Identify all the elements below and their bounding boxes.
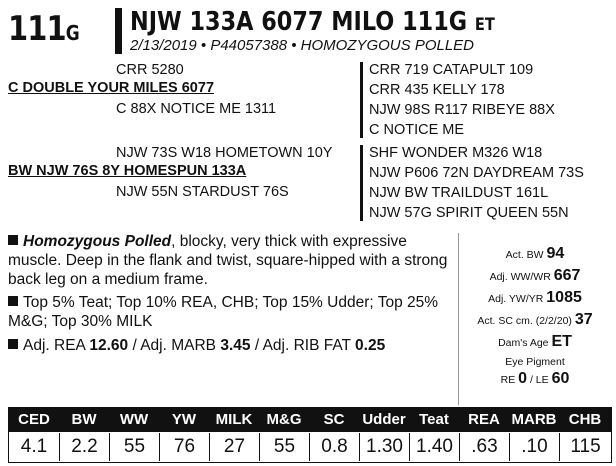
epd-value-udder: 1.30 [359,433,409,461]
epd-header-sc: SC [309,408,359,432]
pedigree-bracket-dam [360,145,363,221]
dam: BW NJW 76S 8Y HOMESPUN 133A [8,163,247,179]
epd-value-bw: 2.2 [59,433,109,461]
stat-dam-age: Dam's Age ET [498,333,572,350]
stat-birth-weight: Act. BW 94 [505,245,565,262]
epd-header-ww: WW [109,408,159,432]
epd-header-teat: Teat [409,408,459,432]
bullet-square-icon [8,339,18,349]
lot-number: 111G [8,9,80,49]
sire: C DOUBLE YOUR MILES 6077 [8,80,215,96]
epd-value-teat: 1.40 [409,433,459,461]
animal-name: NJW 133A 6077 MILO 111G ET [130,7,495,37]
epd-header-marb: MARB [509,408,559,432]
performance-stats-box [458,233,611,405]
epd-value-milk: 27 [209,433,259,461]
epd-value-mg: 55 [259,433,309,461]
stat-yearling-weight: Adj. YW/YR 1085 [488,289,582,306]
epd-header-yw: YW [159,408,209,432]
bullet-square-icon [8,235,18,245]
et-tag: ET [474,15,495,35]
stat-eye-pigment: RE 0 / LE 60 [500,370,570,387]
epd-table [8,407,612,463]
stat-scrotal-circumference: Act. SC cm. (2/2/20) 37 [477,311,593,328]
sire-sire-dam: CRR 435 KELLY 178 [369,82,505,98]
description-paragraph-3: Adj. REA 12.60 / Adj. MARB 3.45 / Adj. RIB FAT 0.25 [8,336,458,355]
dam-dam-dam: NJW 57G SPIRIT QUEEN 55N [369,205,569,221]
stat-eye-pigment-label: Eye Pigment [505,356,565,368]
epd-header-udder: Udder [359,408,409,432]
bullet-square-icon [8,296,18,306]
sire-dam-sire: NJW 98S R117 RIBEYE 88X [369,102,555,118]
sire-dam-dam: C NOTICE ME [369,122,465,138]
epd-value-rea: .63 [459,433,509,461]
pedigree-bracket-sire [360,62,363,138]
epd-header-mg: M&G [259,408,309,432]
epd-value-yw: 76 [159,433,209,461]
description-paragraph-2: Top 5% Teat; Top 10% REA, CHB; Top 15% Udder; Top 25% M&G; Top 30% MILK [8,294,439,330]
sire-sire: CRR 5280 [116,62,184,78]
title-divider [115,8,122,54]
epd-value-chb: 115 [559,433,611,461]
epd-value-marb: .10 [509,433,559,461]
sire-sire-sire: CRR 719 CATAPULT 109 [369,62,534,78]
epd-header-bw: BW [59,408,109,432]
dam-sire-sire: SHF WONDER M326 W18 [369,145,543,161]
dam-dam: NJW 55N STARDUST 76S [116,184,289,200]
epd-value-ced: 4.1 [20,436,48,457]
epd-value-ww: 55 [109,433,159,461]
dam-sire: NJW 73S W18 HOMETOWN 10Y [116,145,333,161]
dam-dam-sire: NJW BW TRAILDUST 161L [369,185,549,201]
epd-header-ced: CED [9,408,59,432]
epd-value-sc: 0.8 [309,433,359,461]
description-paragraph-1: Homozygous Polled, blocky, very thick with expressive muscle. Deep in the flank and twist, square-hipped with a strong back leg on a medium frame. [8,233,448,288]
epd-header-milk: MILK [209,408,259,432]
epd-header-rea: REA [459,408,509,432]
sire-dam: C 88X NOTICE ME 1311 [116,101,277,117]
dam-sire-dam: NJW P606 72N DAYDREAM 73S [369,165,584,181]
epd-header-chb: CHB [559,408,611,432]
stat-weaning-weight: Adj. WW/WR 667 [489,267,581,284]
animal-subtitle: 2/13/2019 • P44057388 • HOMOZYGOUS POLLED [130,37,475,54]
